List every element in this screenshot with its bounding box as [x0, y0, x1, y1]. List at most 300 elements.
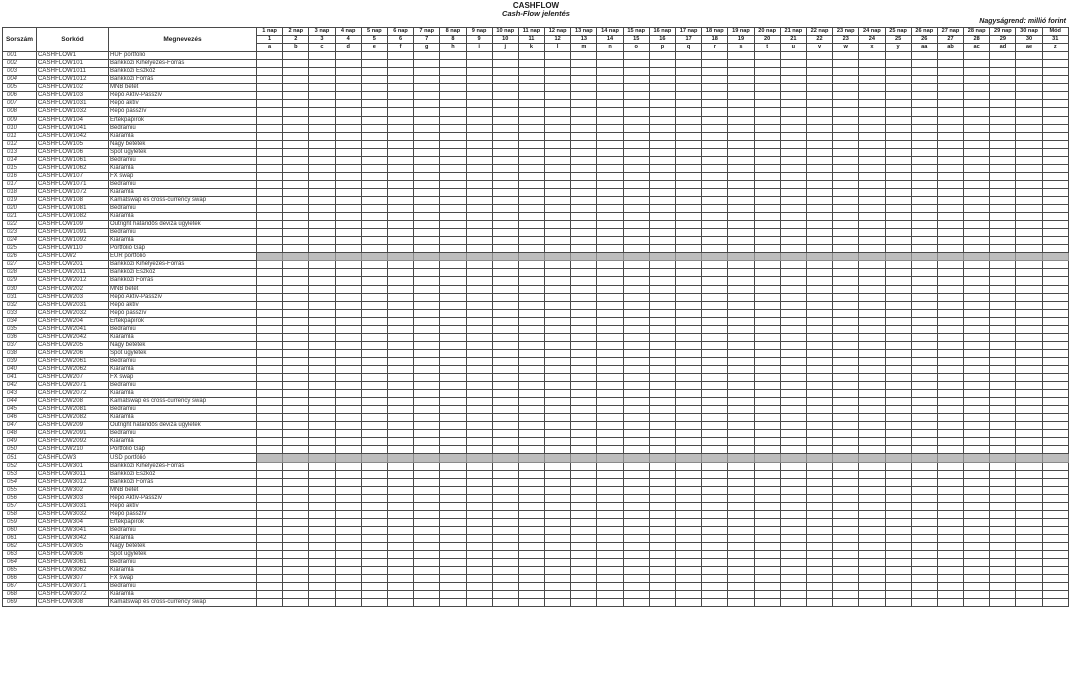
value-cell[interactable] — [833, 140, 859, 148]
value-cell[interactable] — [597, 341, 623, 349]
value-cell[interactable] — [283, 551, 309, 559]
value-cell[interactable] — [1042, 526, 1068, 534]
value-cell[interactable] — [545, 559, 571, 567]
value-cell[interactable] — [676, 349, 702, 357]
value-cell[interactable] — [754, 261, 780, 269]
value-cell[interactable] — [990, 229, 1016, 237]
value-cell[interactable] — [937, 237, 963, 245]
value-cell[interactable] — [911, 357, 937, 365]
value-cell[interactable] — [545, 245, 571, 253]
value-cell[interactable] — [1042, 502, 1068, 510]
value-cell[interactable] — [518, 551, 544, 559]
value-cell[interactable] — [780, 180, 806, 188]
value-cell[interactable] — [545, 309, 571, 317]
value-cell[interactable] — [728, 140, 754, 148]
value-cell[interactable] — [623, 438, 649, 446]
value-cell[interactable] — [702, 140, 728, 148]
value-cell[interactable] — [964, 583, 990, 591]
value-cell[interactable] — [466, 285, 492, 293]
value-cell[interactable] — [492, 52, 518, 60]
value-cell[interactable] — [911, 518, 937, 526]
value-cell[interactable] — [649, 140, 675, 148]
value-cell[interactable] — [387, 92, 413, 100]
value-cell[interactable] — [885, 317, 911, 325]
value-cell[interactable] — [780, 309, 806, 317]
value-cell[interactable] — [806, 599, 832, 607]
value-cell[interactable] — [964, 534, 990, 542]
value-cell[interactable] — [440, 116, 466, 124]
value-cell[interactable] — [257, 494, 283, 502]
value-cell[interactable] — [676, 422, 702, 430]
value-cell[interactable] — [990, 406, 1016, 414]
value-cell[interactable] — [728, 575, 754, 583]
value-cell[interactable] — [414, 325, 440, 333]
value-cell[interactable] — [361, 575, 387, 583]
value-cell[interactable] — [833, 221, 859, 229]
value-cell[interactable] — [597, 559, 623, 567]
value-cell[interactable] — [937, 333, 963, 341]
value-cell[interactable] — [387, 341, 413, 349]
value-cell[interactable] — [833, 382, 859, 390]
value-cell[interactable] — [1042, 599, 1068, 607]
value-cell[interactable] — [990, 325, 1016, 333]
value-cell[interactable] — [283, 333, 309, 341]
value-cell[interactable] — [623, 325, 649, 333]
value-cell[interactable] — [545, 382, 571, 390]
value-cell[interactable] — [545, 124, 571, 132]
value-cell[interactable] — [676, 100, 702, 108]
value-cell[interactable] — [990, 494, 1016, 502]
value-cell[interactable] — [937, 478, 963, 486]
value-cell[interactable] — [597, 551, 623, 559]
value-cell[interactable] — [518, 462, 544, 470]
value-cell[interactable] — [387, 382, 413, 390]
value-cell[interactable] — [571, 478, 597, 486]
value-cell[interactable] — [649, 148, 675, 156]
value-cell[interactable] — [702, 390, 728, 398]
value-cell[interactable] — [1016, 269, 1042, 277]
value-cell[interactable] — [911, 156, 937, 164]
value-cell[interactable] — [518, 164, 544, 172]
value-cell[interactable] — [937, 390, 963, 398]
value-cell[interactable] — [414, 390, 440, 398]
value-cell[interactable] — [545, 526, 571, 534]
value-cell[interactable] — [466, 422, 492, 430]
value-cell[interactable] — [623, 422, 649, 430]
value-cell[interactable] — [414, 277, 440, 285]
value-cell[interactable] — [1016, 245, 1042, 253]
value-cell[interactable] — [335, 333, 361, 341]
value-cell[interactable] — [754, 349, 780, 357]
value-cell[interactable] — [361, 414, 387, 422]
value-cell[interactable] — [466, 406, 492, 414]
value-cell[interactable] — [597, 406, 623, 414]
value-cell[interactable] — [754, 124, 780, 132]
value-cell[interactable] — [361, 325, 387, 333]
value-cell[interactable] — [1016, 510, 1042, 518]
value-cell[interactable] — [780, 269, 806, 277]
value-cell[interactable] — [571, 293, 597, 301]
value-cell[interactable] — [676, 526, 702, 534]
value-cell[interactable] — [990, 140, 1016, 148]
value-cell[interactable] — [571, 140, 597, 148]
value-cell[interactable] — [780, 229, 806, 237]
value-cell[interactable] — [676, 293, 702, 301]
value-cell[interactable] — [833, 478, 859, 486]
value-cell[interactable] — [257, 526, 283, 534]
value-cell[interactable] — [833, 462, 859, 470]
value-cell[interactable] — [885, 221, 911, 229]
value-cell[interactable] — [833, 422, 859, 430]
value-cell[interactable] — [466, 374, 492, 382]
value-cell[interactable] — [911, 567, 937, 575]
value-cell[interactable] — [676, 237, 702, 245]
value-cell[interactable] — [387, 414, 413, 422]
value-cell[interactable] — [780, 253, 806, 261]
value-cell[interactable] — [414, 100, 440, 108]
value-cell[interactable] — [964, 221, 990, 229]
value-cell[interactable] — [309, 526, 335, 534]
value-cell[interactable] — [361, 559, 387, 567]
value-cell[interactable] — [257, 84, 283, 92]
value-cell[interactable] — [309, 414, 335, 422]
value-cell[interactable] — [440, 140, 466, 148]
value-cell[interactable] — [623, 100, 649, 108]
value-cell[interactable] — [702, 510, 728, 518]
value-cell[interactable] — [702, 325, 728, 333]
value-cell[interactable] — [649, 357, 675, 365]
value-cell[interactable] — [754, 470, 780, 478]
value-cell[interactable] — [492, 374, 518, 382]
value-cell[interactable] — [911, 221, 937, 229]
value-cell[interactable] — [440, 132, 466, 140]
value-cell[interactable] — [702, 454, 728, 462]
value-cell[interactable] — [806, 253, 832, 261]
value-cell[interactable] — [937, 156, 963, 164]
value-cell[interactable] — [466, 84, 492, 92]
value-cell[interactable] — [964, 575, 990, 583]
value-cell[interactable] — [780, 293, 806, 301]
value-cell[interactable] — [414, 108, 440, 116]
value-cell[interactable] — [492, 591, 518, 599]
value-cell[interactable] — [283, 559, 309, 567]
value-cell[interactable] — [257, 188, 283, 196]
value-cell[interactable] — [780, 374, 806, 382]
value-cell[interactable] — [361, 341, 387, 349]
value-cell[interactable] — [833, 591, 859, 599]
value-cell[interactable] — [676, 414, 702, 422]
value-cell[interactable] — [466, 591, 492, 599]
value-cell[interactable] — [466, 60, 492, 68]
value-cell[interactable] — [466, 575, 492, 583]
value-cell[interactable] — [754, 108, 780, 116]
value-cell[interactable] — [702, 164, 728, 172]
value-cell[interactable] — [414, 374, 440, 382]
value-cell[interactable] — [937, 406, 963, 414]
value-cell[interactable] — [361, 237, 387, 245]
value-cell[interactable] — [466, 76, 492, 84]
value-cell[interactable] — [440, 261, 466, 269]
value-cell[interactable] — [754, 180, 780, 188]
value-cell[interactable] — [754, 140, 780, 148]
value-cell[interactable] — [257, 567, 283, 575]
value-cell[interactable] — [335, 100, 361, 108]
value-cell[interactable] — [414, 52, 440, 60]
value-cell[interactable] — [283, 575, 309, 583]
value-cell[interactable] — [1016, 68, 1042, 76]
value-cell[interactable] — [964, 414, 990, 422]
value-cell[interactable] — [1042, 100, 1068, 108]
value-cell[interactable] — [728, 382, 754, 390]
value-cell[interactable] — [545, 333, 571, 341]
value-cell[interactable] — [597, 454, 623, 462]
value-cell[interactable] — [649, 76, 675, 84]
value-cell[interactable] — [492, 261, 518, 269]
value-cell[interactable] — [911, 277, 937, 285]
value-cell[interactable] — [833, 124, 859, 132]
value-cell[interactable] — [1016, 237, 1042, 245]
value-cell[interactable] — [387, 478, 413, 486]
value-cell[interactable] — [1042, 390, 1068, 398]
value-cell[interactable] — [649, 446, 675, 454]
value-cell[interactable] — [676, 333, 702, 341]
value-cell[interactable] — [518, 567, 544, 575]
value-cell[interactable] — [833, 454, 859, 462]
value-cell[interactable] — [257, 60, 283, 68]
value-cell[interactable] — [859, 470, 885, 478]
value-cell[interactable] — [283, 148, 309, 156]
value-cell[interactable] — [335, 534, 361, 542]
value-cell[interactable] — [754, 599, 780, 607]
value-cell[interactable] — [885, 92, 911, 100]
value-cell[interactable] — [440, 317, 466, 325]
value-cell[interactable] — [387, 156, 413, 164]
value-cell[interactable] — [649, 518, 675, 526]
value-cell[interactable] — [571, 277, 597, 285]
value-cell[interactable] — [545, 277, 571, 285]
value-cell[interactable] — [649, 365, 675, 373]
value-cell[interactable] — [309, 494, 335, 502]
value-cell[interactable] — [440, 382, 466, 390]
value-cell[interactable] — [571, 518, 597, 526]
value-cell[interactable] — [1042, 365, 1068, 373]
value-cell[interactable] — [492, 518, 518, 526]
value-cell[interactable] — [937, 454, 963, 462]
value-cell[interactable] — [885, 494, 911, 502]
value-cell[interactable] — [1016, 543, 1042, 551]
value-cell[interactable] — [257, 325, 283, 333]
value-cell[interactable] — [257, 486, 283, 494]
value-cell[interactable] — [859, 124, 885, 132]
value-cell[interactable] — [676, 502, 702, 510]
value-cell[interactable] — [283, 196, 309, 204]
value-cell[interactable] — [885, 382, 911, 390]
value-cell[interactable] — [335, 591, 361, 599]
value-cell[interactable] — [676, 229, 702, 237]
value-cell[interactable] — [361, 124, 387, 132]
value-cell[interactable] — [545, 285, 571, 293]
value-cell[interactable] — [414, 599, 440, 607]
value-cell[interactable] — [492, 124, 518, 132]
value-cell[interactable] — [702, 116, 728, 124]
value-cell[interactable] — [387, 325, 413, 333]
value-cell[interactable] — [414, 164, 440, 172]
value-cell[interactable] — [466, 277, 492, 285]
value-cell[interactable] — [649, 462, 675, 470]
value-cell[interactable] — [466, 237, 492, 245]
value-cell[interactable] — [440, 357, 466, 365]
value-cell[interactable] — [937, 551, 963, 559]
value-cell[interactable] — [571, 438, 597, 446]
value-cell[interactable] — [859, 430, 885, 438]
value-cell[interactable] — [545, 502, 571, 510]
value-cell[interactable] — [1042, 301, 1068, 309]
value-cell[interactable] — [492, 341, 518, 349]
value-cell[interactable] — [545, 543, 571, 551]
value-cell[interactable] — [518, 253, 544, 261]
value-cell[interactable] — [466, 253, 492, 261]
value-cell[interactable] — [780, 551, 806, 559]
value-cell[interactable] — [1016, 213, 1042, 221]
value-cell[interactable] — [1042, 180, 1068, 188]
value-cell[interactable] — [518, 317, 544, 325]
value-cell[interactable] — [911, 333, 937, 341]
value-cell[interactable] — [283, 60, 309, 68]
value-cell[interactable] — [492, 567, 518, 575]
value-cell[interactable] — [309, 551, 335, 559]
value-cell[interactable] — [387, 430, 413, 438]
value-cell[interactable] — [964, 116, 990, 124]
value-cell[interactable] — [728, 108, 754, 116]
value-cell[interactable] — [911, 365, 937, 373]
value-cell[interactable] — [597, 365, 623, 373]
value-cell[interactable] — [257, 124, 283, 132]
value-cell[interactable] — [728, 180, 754, 188]
value-cell[interactable] — [440, 454, 466, 462]
value-cell[interactable] — [518, 84, 544, 92]
value-cell[interactable] — [754, 414, 780, 422]
value-cell[interactable] — [466, 543, 492, 551]
value-cell[interactable] — [414, 470, 440, 478]
value-cell[interactable] — [911, 462, 937, 470]
value-cell[interactable] — [623, 277, 649, 285]
value-cell[interactable] — [257, 583, 283, 591]
value-cell[interactable] — [257, 285, 283, 293]
value-cell[interactable] — [702, 84, 728, 92]
value-cell[interactable] — [361, 567, 387, 575]
value-cell[interactable] — [545, 446, 571, 454]
value-cell[interactable] — [702, 317, 728, 325]
value-cell[interactable] — [911, 205, 937, 213]
value-cell[interactable] — [676, 559, 702, 567]
value-cell[interactable] — [911, 188, 937, 196]
value-cell[interactable] — [885, 108, 911, 116]
value-cell[interactable] — [571, 156, 597, 164]
value-cell[interactable] — [1016, 108, 1042, 116]
value-cell[interactable] — [1016, 583, 1042, 591]
value-cell[interactable] — [780, 591, 806, 599]
value-cell[interactable] — [937, 285, 963, 293]
value-cell[interactable] — [518, 196, 544, 204]
value-cell[interactable] — [964, 301, 990, 309]
value-cell[interactable] — [990, 462, 1016, 470]
value-cell[interactable] — [676, 60, 702, 68]
value-cell[interactable] — [309, 156, 335, 164]
value-cell[interactable] — [597, 398, 623, 406]
value-cell[interactable] — [283, 52, 309, 60]
value-cell[interactable] — [859, 478, 885, 486]
value-cell[interactable] — [518, 269, 544, 277]
value-cell[interactable] — [754, 229, 780, 237]
value-cell[interactable] — [309, 357, 335, 365]
value-cell[interactable] — [937, 148, 963, 156]
value-cell[interactable] — [518, 365, 544, 373]
value-cell[interactable] — [833, 398, 859, 406]
value-cell[interactable] — [964, 277, 990, 285]
value-cell[interactable] — [1016, 293, 1042, 301]
value-cell[interactable] — [1042, 261, 1068, 269]
value-cell[interactable] — [1016, 534, 1042, 542]
value-cell[interactable] — [492, 398, 518, 406]
value-cell[interactable] — [806, 365, 832, 373]
value-cell[interactable] — [414, 237, 440, 245]
value-cell[interactable] — [806, 357, 832, 365]
value-cell[interactable] — [387, 84, 413, 92]
value-cell[interactable] — [990, 84, 1016, 92]
value-cell[interactable] — [257, 510, 283, 518]
value-cell[interactable] — [309, 148, 335, 156]
value-cell[interactable] — [702, 406, 728, 414]
value-cell[interactable] — [257, 261, 283, 269]
value-cell[interactable] — [571, 583, 597, 591]
value-cell[interactable] — [964, 349, 990, 357]
value-cell[interactable] — [257, 518, 283, 526]
value-cell[interactable] — [833, 277, 859, 285]
value-cell[interactable] — [676, 221, 702, 229]
value-cell[interactable] — [309, 406, 335, 414]
value-cell[interactable] — [1042, 52, 1068, 60]
value-cell[interactable] — [414, 567, 440, 575]
value-cell[interactable] — [466, 261, 492, 269]
value-cell[interactable] — [335, 196, 361, 204]
value-cell[interactable] — [649, 349, 675, 357]
value-cell[interactable] — [414, 285, 440, 293]
value-cell[interactable] — [702, 494, 728, 502]
value-cell[interactable] — [937, 52, 963, 60]
value-cell[interactable] — [911, 132, 937, 140]
value-cell[interactable] — [571, 406, 597, 414]
value-cell[interactable] — [964, 245, 990, 253]
value-cell[interactable] — [623, 567, 649, 575]
value-cell[interactable] — [937, 325, 963, 333]
value-cell[interactable] — [335, 599, 361, 607]
value-cell[interactable] — [990, 567, 1016, 575]
value-cell[interactable] — [335, 221, 361, 229]
value-cell[interactable] — [283, 374, 309, 382]
value-cell[interactable] — [440, 583, 466, 591]
value-cell[interactable] — [728, 414, 754, 422]
value-cell[interactable] — [964, 156, 990, 164]
value-cell[interactable] — [309, 221, 335, 229]
value-cell[interactable] — [728, 599, 754, 607]
value-cell[interactable] — [597, 430, 623, 438]
value-cell[interactable] — [283, 221, 309, 229]
value-cell[interactable] — [833, 156, 859, 164]
value-cell[interactable] — [702, 462, 728, 470]
value-cell[interactable] — [911, 534, 937, 542]
value-cell[interactable] — [492, 309, 518, 317]
value-cell[interactable] — [335, 518, 361, 526]
